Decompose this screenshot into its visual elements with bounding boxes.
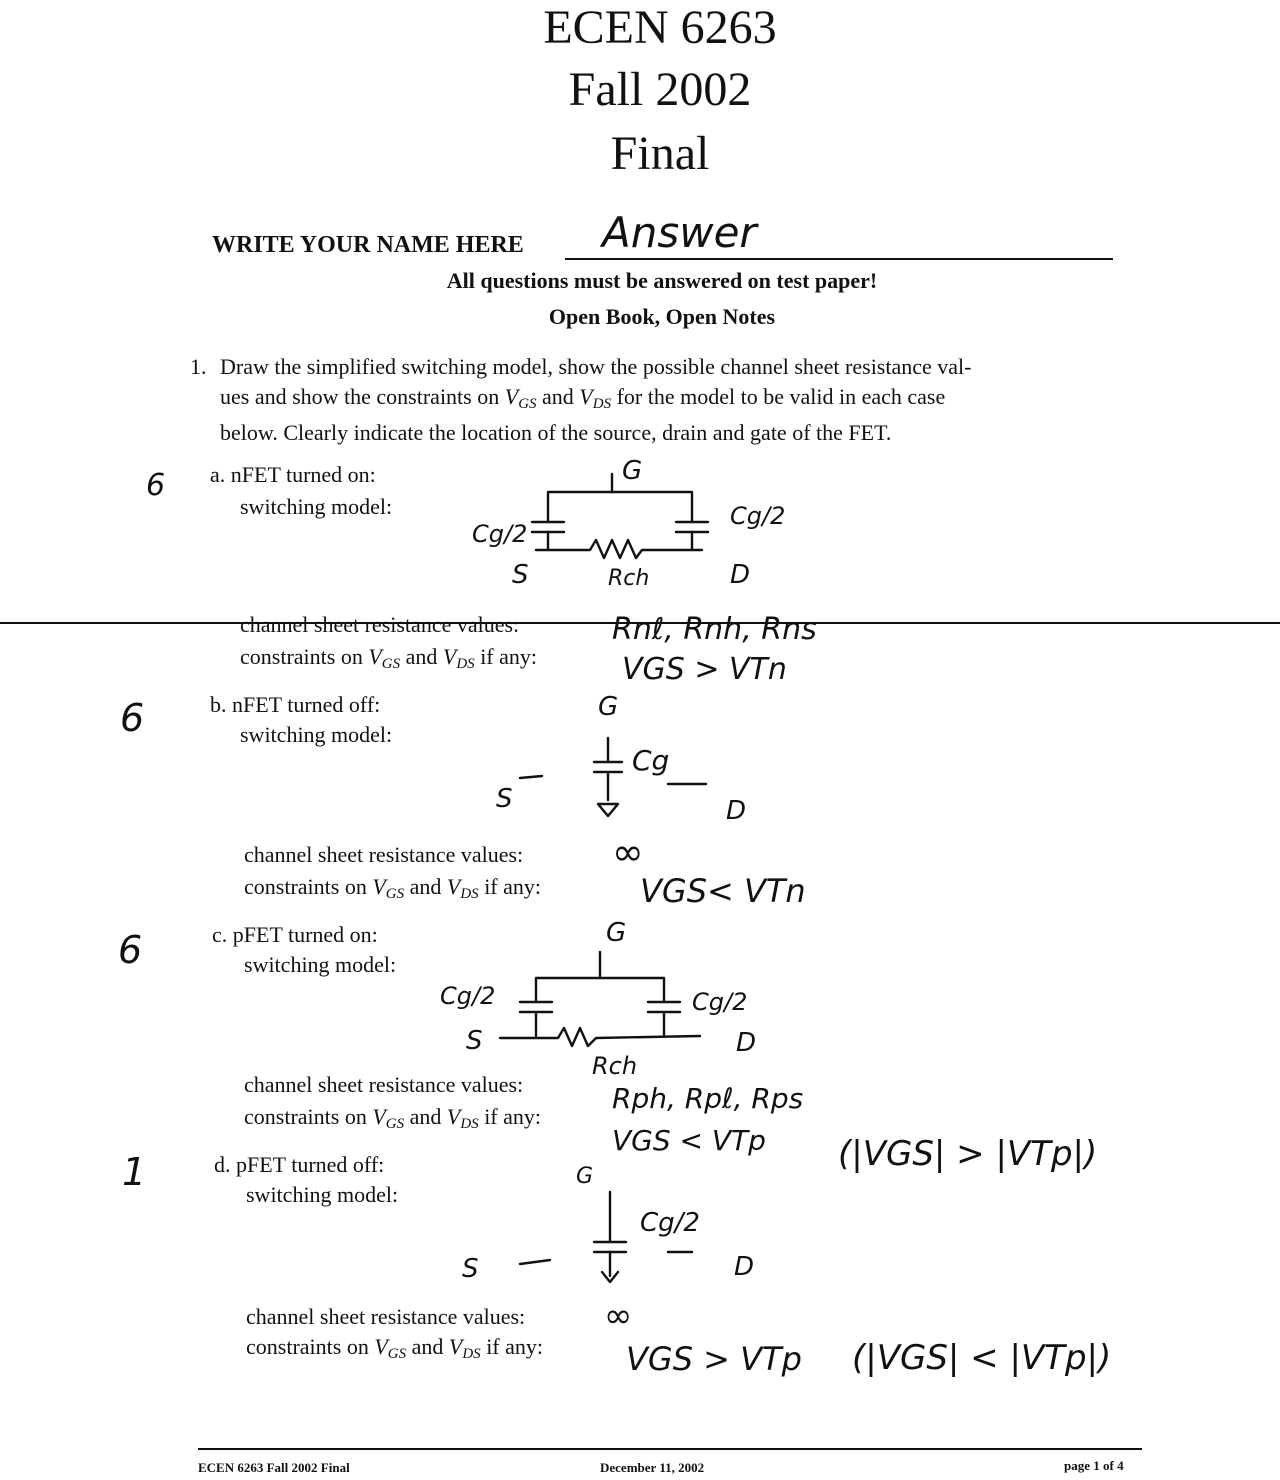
part-a-resistance-label: channel sheet resistance values: xyxy=(240,612,520,637)
vgs-sub: GS xyxy=(518,396,537,412)
term-title: Fall 2002 xyxy=(568,63,752,116)
circuit-d-cap: Cg/2 xyxy=(640,1208,700,1238)
part-a-vgs-sub: GS xyxy=(381,656,401,672)
footer-rule xyxy=(198,1448,1142,1450)
question-text-line-1: Draw the simplified switching model, show the possible channel sheet resistance val- xyxy=(220,354,972,379)
part-d-c1: constraints on xyxy=(246,1334,375,1359)
circuit-a-res: Rch xyxy=(608,566,650,591)
part-c-letter: c. xyxy=(212,922,228,947)
part-d-c2: and xyxy=(406,1334,449,1359)
part-d-letter: d. xyxy=(214,1152,231,1177)
score-a: 6 xyxy=(146,468,166,503)
part-b-switching-label: switching model: xyxy=(240,722,393,747)
part-b-c2: and xyxy=(404,874,447,899)
circuit-d-source: S xyxy=(462,1254,479,1284)
part-c-c1: constraints on xyxy=(244,1104,373,1129)
part-a-c3: if any: xyxy=(474,644,538,669)
exam-title: Final xyxy=(610,127,710,180)
part-d-title xyxy=(214,1150,384,1180)
part-c-constraint-alt[interactable]: (|VGS| > |VTp|) xyxy=(838,1134,1098,1174)
part-b-constraints-label xyxy=(244,872,541,909)
circuit-b-cap: Cg xyxy=(632,744,670,777)
question-text-line-3: below. Clearly indicate the location of the source, drain and gate of the FET. xyxy=(220,420,892,445)
instructions-line-2: Open Book, Open Notes xyxy=(548,304,776,329)
circuit-c-gate: G xyxy=(606,918,627,948)
instructions-line-1: All questions must be answered on test paper! xyxy=(446,268,878,293)
part-d-vds: V xyxy=(448,1334,463,1359)
question-text-line-2 xyxy=(220,382,945,419)
vds-var: V xyxy=(579,384,593,409)
part-a-vds-sub: DS xyxy=(456,656,475,672)
course-title: ECEN 6263 xyxy=(543,1,777,54)
score-c: 6 xyxy=(118,928,143,972)
circuit-b-source: S xyxy=(496,784,513,814)
part-b-constraint[interactable]: VGS< VTn xyxy=(640,872,806,910)
circuit-d-gate: G xyxy=(576,1164,594,1189)
circuit-c-left-cap: Cg/2 xyxy=(440,982,496,1010)
part-a-title xyxy=(210,460,376,490)
part-a-heading: nFET turned on: xyxy=(230,462,376,487)
part-a-switching-label: switching model: xyxy=(240,494,393,519)
part-c-c2: and xyxy=(404,1104,447,1129)
circuit-d-drain: D xyxy=(734,1252,755,1282)
part-d-vgs-sub: GS xyxy=(387,1346,407,1362)
part-c-vgs-sub: GS xyxy=(385,1116,405,1132)
circuit-c-right-cap: Cg/2 xyxy=(692,988,748,1016)
circuit-c-drain: D xyxy=(736,1028,757,1058)
part-a-vds: V xyxy=(442,644,457,669)
part-c-vds-sub: DS xyxy=(460,1116,479,1132)
part-c-resistance-label: channel sheet resistance values: xyxy=(244,1072,524,1097)
part-a-resistance[interactable]: Rnℓ, Rnh, Rns xyxy=(612,612,817,647)
part-b-resistance-label: channel sheet resistance values: xyxy=(244,842,524,867)
circuit-c-source: S xyxy=(466,1026,483,1056)
circuit-c-res: Rch xyxy=(592,1052,638,1080)
part-d-constraint[interactable]: VGS > VTp xyxy=(626,1340,802,1378)
part-a-letter: a. xyxy=(210,462,226,487)
part-a-c2: and xyxy=(400,644,443,669)
part-d-heading: pFET turned off: xyxy=(236,1152,385,1177)
part-b-c1: constraints on xyxy=(244,874,373,899)
part-b-vds-sub: DS xyxy=(460,886,479,902)
name-answer[interactable]: Answer xyxy=(602,208,757,257)
part-b-title xyxy=(210,690,380,720)
part-b-vds: V xyxy=(446,874,461,899)
circuit-a-right-cap: Cg/2 xyxy=(730,502,786,530)
footer-center: December 11, 2002 xyxy=(600,1460,705,1475)
part-d-switching-label: switching model: xyxy=(246,1182,399,1207)
part-b-resistance[interactable]: ∞ xyxy=(612,830,644,874)
part-c-vgs: V xyxy=(372,1104,386,1129)
part-b-vgs: V xyxy=(372,874,386,899)
part-c-c3: if any: xyxy=(478,1104,542,1129)
part-a-constraints-label xyxy=(240,642,537,679)
part-d-vgs: V xyxy=(374,1334,388,1359)
circuit-a-left-cap: Cg/2 xyxy=(472,520,528,548)
part-b-heading: nFET turned off: xyxy=(232,692,381,717)
part-d-resistance[interactable]: ∞ xyxy=(604,1296,633,1336)
score-b: 6 xyxy=(120,696,145,740)
circuit-a-source: S xyxy=(512,560,529,590)
part-c-title xyxy=(212,920,378,950)
circuit-b-gate: G xyxy=(598,692,619,722)
part-b-vgs-sub: GS xyxy=(385,886,405,902)
part-c-heading: pFET turned on: xyxy=(232,922,378,947)
question-number: 1. xyxy=(190,354,207,379)
circuit-a-gate: G xyxy=(622,456,643,486)
part-d-c3: if any: xyxy=(480,1334,544,1359)
q-text-seg-3: for the model to be valid in each case xyxy=(611,384,946,409)
part-a-c1: constraints on xyxy=(240,644,369,669)
part-d-constraints-label xyxy=(246,1332,543,1369)
part-a-constraint[interactable]: VGS > VTn xyxy=(622,652,787,687)
name-prompt: WRITE YOUR NAME HERE xyxy=(212,232,524,258)
part-c-vds: V xyxy=(446,1104,461,1129)
footer-left: ECEN 6263 Fall 2002 Final xyxy=(198,1460,350,1475)
part-a-vgs: V xyxy=(368,644,382,669)
part-b-letter: b. xyxy=(210,692,227,717)
footer-right: page 1 of 4 xyxy=(1064,1458,1124,1473)
name-underline xyxy=(565,258,1113,260)
part-c-resistance[interactable]: Rph, Rpℓ, Rps xyxy=(612,1082,804,1115)
part-c-constraints-label xyxy=(244,1102,541,1139)
circuit-a-drain: D xyxy=(730,560,751,590)
vgs-var: V xyxy=(504,384,519,409)
part-c-switching-label: switching model: xyxy=(244,952,397,977)
vds-sub: DS xyxy=(592,396,612,412)
q-text-seg-1: ues and show the constraints on xyxy=(220,384,505,409)
part-b-c3: if any: xyxy=(478,874,542,899)
part-d-vds-sub: DS xyxy=(462,1346,481,1362)
q-text-seg-2: and xyxy=(536,384,580,409)
score-d: 1 xyxy=(122,1150,147,1194)
part-c-constraint[interactable]: VGS < VTp xyxy=(612,1124,766,1157)
part-d-resistance-label: channel sheet resistance values: xyxy=(246,1304,526,1329)
circuit-b-drain: D xyxy=(726,796,747,826)
part-d-constraint-alt[interactable]: (|VGS| < |VTp|) xyxy=(852,1338,1112,1378)
